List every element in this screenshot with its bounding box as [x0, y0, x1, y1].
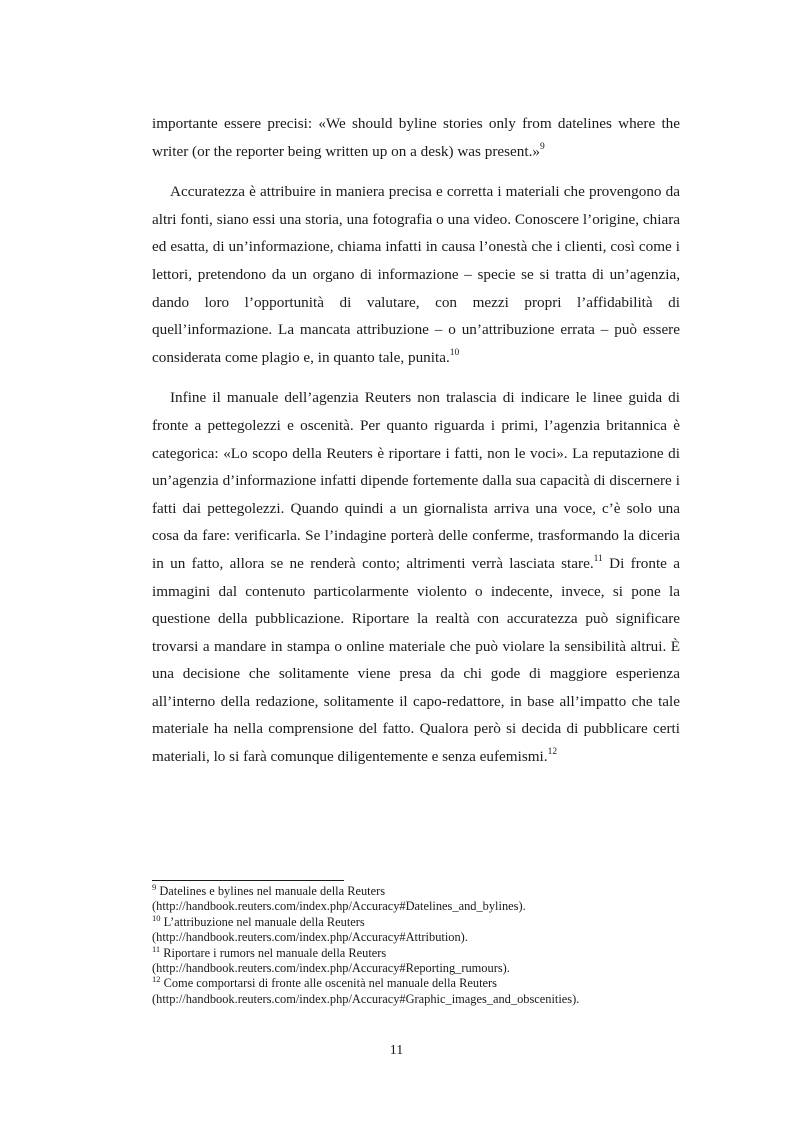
paragraph-1	[152, 110, 680, 165]
footnote-number: 10	[152, 912, 161, 923]
paragraph-text: importante essere precisi: «We should byline stories only from datelines where the writer (or the reporter being written up on a desk) was present.»	[152, 115, 680, 160]
body-text	[152, 110, 680, 784]
paragraph-text: Infine il manuale dell’agenzia Reuters non tralascia di indicare le linee guida di fronte a pettegolezzi e oscenità. Per quanto riguarda i primi, l’agenzia britannica è categorica: «Lo scopo della Reuters è riportare i fatti, non le voci». La reputazione di un’agenzia d’informazione infatti dipende fortemente dalla sua capacità di discernere i fatti dai pettegolezzi. Quando quindi a un giornalista arriva una voce, c’è solo una cosa da fare: verificarla. Se l’indagine porterà delle conferme, trasformando la diceria in un fatto, allora se ne renderà conto; altrimenti verrà lasciata stare.	[152, 389, 680, 572]
footnotes	[152, 884, 692, 1007]
footnote-number: 11	[152, 943, 161, 954]
footnote-10	[152, 912, 692, 946]
footnote-title: Riportare i rumors nel manuale della Reuters	[160, 945, 387, 960]
footnote-number: 12	[152, 974, 161, 985]
footnote-separator	[152, 880, 344, 881]
footnote-ref-12: 12	[547, 747, 558, 758]
footnote-url: (http://handbook.reuters.com/index.php/Accuracy#Attribution).	[152, 930, 468, 945]
footnote-number: 9	[152, 882, 157, 892]
footnote-title: L’attribuzione nel manuale della Reuters	[160, 914, 365, 929]
footnote-12	[152, 976, 692, 1007]
paragraph-3	[152, 384, 680, 770]
footnote-ref-9: 9	[540, 141, 545, 152]
footnote-url: (http://handbook.reuters.com/index.php/Accuracy#Datelines_and_bylines).	[152, 899, 526, 914]
footnote-ref-11: 11	[593, 553, 603, 564]
paragraph-2	[152, 178, 680, 371]
paragraph-text: Di fronte a immagini dal contenuto particolarmente violento o indecente, invece, si pone la questione della pubblicazione. Riportare la realtà con accuratezza può significare trovarsi a mandare in stampa o online materiale che può violare la sensibilità altrui. È una decisione che solitamente viene presa da chi gode di maggiore esperienza all’interno della redazione, solitamente il capo-redattore, in base all’impatto che tale materiale ha nella comprensione del fatto. Qualora però si decida di pubblicare certi materiali, lo si farà comunque diligentemente e senza eufemismi.	[152, 554, 680, 766]
footnote-title: Come comportarsi di fronte alle oscenità nel manuale della Reuters	[160, 976, 497, 991]
paragraph-text: Accuratezza è attribuire in maniera precisa e corretta i materiali che provengono da altri fonti, siano essi una storia, una fotografia o una video. Conoscere l’origine, chiara ed esatta, di un’informazione, chiama infatti in causa l’onestà che i clienti, così come i lettori, pretendono da un organo di informazione – specie se si tratta di un’agenzia, dando loro l’opportunità di valutare, con mezzi propri l’affidabilità di quell’informazione. La mancata attribuzione – o un’attribuzione errata – può essere considerata come plagio e, in quanto tale, punita.	[152, 183, 680, 366]
footnote-url: (http://handbook.reuters.com/index.php/Accuracy#Graphic_images_and_obscenities).	[152, 991, 580, 1006]
footnote-ref-10: 10	[449, 347, 460, 358]
footnote-title: Datelines e bylines nel manuale della Reuters	[156, 884, 386, 898]
footnote-11	[152, 943, 692, 977]
footnote-9	[152, 884, 692, 915]
page-number: 11	[389, 1043, 404, 1058]
footnote-url: (http://handbook.reuters.com/index.php/Accuracy#Reporting_rumours).	[152, 961, 510, 976]
